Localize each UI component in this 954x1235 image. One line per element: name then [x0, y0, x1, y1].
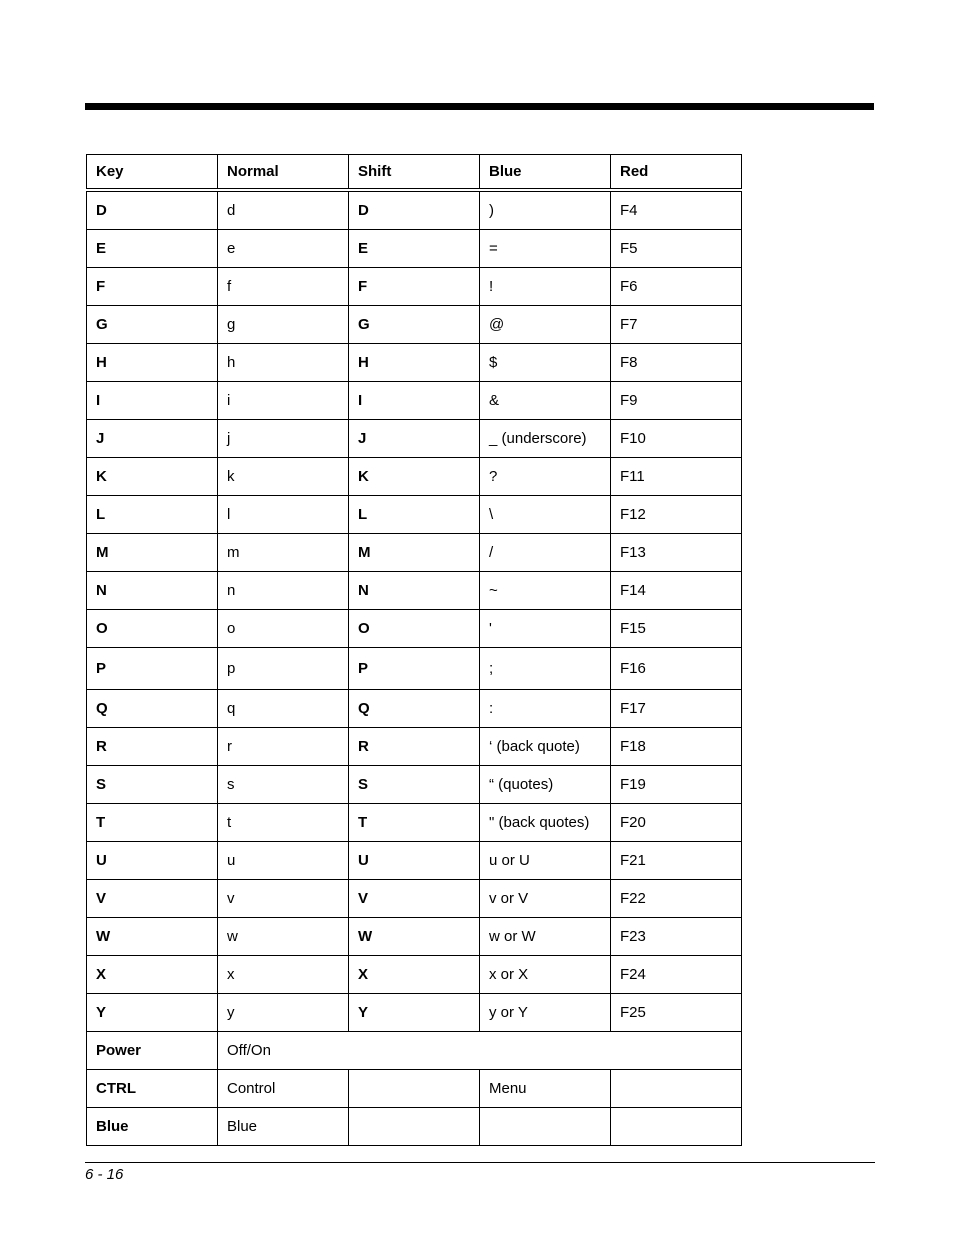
- cell-shift: R: [349, 728, 480, 766]
- cell-shift: S: [349, 766, 480, 804]
- table-row: [87, 420, 742, 458]
- cell-normal: j: [218, 420, 349, 458]
- table-row: [87, 496, 742, 534]
- cell-red: F11: [611, 458, 742, 496]
- cell-key: R: [87, 728, 218, 766]
- cell-shift: K: [349, 458, 480, 496]
- cell-red: F10: [611, 420, 742, 458]
- table-row-blue: [87, 1108, 742, 1146]
- cell-key: H: [87, 344, 218, 382]
- cell-blue: ): [480, 190, 611, 230]
- cell-power-value: Off/On: [218, 1032, 742, 1070]
- cell-shift: O: [349, 610, 480, 648]
- cell-shift: J: [349, 420, 480, 458]
- table-row: [87, 230, 742, 268]
- cell-red: F14: [611, 572, 742, 610]
- cell-red: F7: [611, 306, 742, 344]
- cell-normal: y: [218, 994, 349, 1032]
- cell-red: F15: [611, 610, 742, 648]
- cell-key: CTRL: [87, 1070, 218, 1108]
- cell-red: F17: [611, 690, 742, 728]
- cell-blue: :: [480, 690, 611, 728]
- cell-red: F25: [611, 994, 742, 1032]
- cell-red: F18: [611, 728, 742, 766]
- cell-normal: v: [218, 880, 349, 918]
- column-header-normal: Normal: [218, 155, 349, 191]
- cell-normal: o: [218, 610, 349, 648]
- cell-blue: x or X: [480, 956, 611, 994]
- key-mapping-table: [86, 154, 742, 1146]
- cell-blue: y or Y: [480, 994, 611, 1032]
- cell-key: U: [87, 842, 218, 880]
- cell-key: F: [87, 268, 218, 306]
- table-row: [87, 610, 742, 648]
- cell-key: J: [87, 420, 218, 458]
- cell-normal: l: [218, 496, 349, 534]
- table-row: [87, 306, 742, 344]
- table-row: [87, 728, 742, 766]
- cell-shift: [349, 1108, 480, 1146]
- cell-normal: n: [218, 572, 349, 610]
- page-number: 6 - 16: [85, 1166, 124, 1183]
- cell-shift: L: [349, 496, 480, 534]
- table-row: [87, 534, 742, 572]
- cell-shift: Q: [349, 690, 480, 728]
- column-header-red: Red: [611, 155, 742, 191]
- cell-key: Y: [87, 994, 218, 1032]
- cell-blue: ~: [480, 572, 611, 610]
- cell-red: F22: [611, 880, 742, 918]
- table-row: [87, 572, 742, 610]
- cell-normal: x: [218, 956, 349, 994]
- cell-shift: N: [349, 572, 480, 610]
- cell-red: F13: [611, 534, 742, 572]
- cell-red: F4: [611, 190, 742, 230]
- cell-shift: W: [349, 918, 480, 956]
- table-row: [87, 918, 742, 956]
- cell-shift: X: [349, 956, 480, 994]
- cell-red: F6: [611, 268, 742, 306]
- cell-red: F9: [611, 382, 742, 420]
- cell-blue: $: [480, 344, 611, 382]
- cell-blue: [480, 1108, 611, 1146]
- cell-blue: /: [480, 534, 611, 572]
- table-row: [87, 804, 742, 842]
- cell-shift: H: [349, 344, 480, 382]
- cell-normal: p: [218, 648, 349, 690]
- cell-key: X: [87, 956, 218, 994]
- cell-key: V: [87, 880, 218, 918]
- cell-blue: @: [480, 306, 611, 344]
- cell-blue: v or V: [480, 880, 611, 918]
- cell-normal: s: [218, 766, 349, 804]
- cell-key: E: [87, 230, 218, 268]
- table-row: [87, 956, 742, 994]
- cell-red: [611, 1070, 742, 1108]
- cell-normal: w: [218, 918, 349, 956]
- cell-normal: t: [218, 804, 349, 842]
- cell-shift: P: [349, 648, 480, 690]
- table-row: [87, 766, 742, 804]
- cell-shift: F: [349, 268, 480, 306]
- cell-red: F23: [611, 918, 742, 956]
- cell-key: G: [87, 306, 218, 344]
- cell-shift: I: [349, 382, 480, 420]
- cell-key: D: [87, 190, 218, 230]
- column-header-shift: Shift: [349, 155, 480, 191]
- cell-normal: m: [218, 534, 349, 572]
- cell-key: T: [87, 804, 218, 842]
- table-row-power: [87, 1032, 742, 1070]
- cell-blue: ;: [480, 648, 611, 690]
- cell-red: F16: [611, 648, 742, 690]
- cell-shift: V: [349, 880, 480, 918]
- table-row: [87, 190, 742, 230]
- cell-shift: T: [349, 804, 480, 842]
- cell-shift: M: [349, 534, 480, 572]
- cell-normal: e: [218, 230, 349, 268]
- cell-key: P: [87, 648, 218, 690]
- cell-key: O: [87, 610, 218, 648]
- table-row: [87, 994, 742, 1032]
- cell-normal: d: [218, 190, 349, 230]
- cell-blue: !: [480, 268, 611, 306]
- table-row: [87, 268, 742, 306]
- cell-blue: \: [480, 496, 611, 534]
- cell-key: M: [87, 534, 218, 572]
- cell-red: F12: [611, 496, 742, 534]
- cell-red: F5: [611, 230, 742, 268]
- cell-key: K: [87, 458, 218, 496]
- cell-red: [611, 1108, 742, 1146]
- cell-normal: g: [218, 306, 349, 344]
- table-row: [87, 458, 742, 496]
- cell-normal: i: [218, 382, 349, 420]
- cell-blue: " (back quotes): [480, 804, 611, 842]
- table-row: [87, 344, 742, 382]
- table-row-ctrl: [87, 1070, 742, 1108]
- cell-key: W: [87, 918, 218, 956]
- cell-key: L: [87, 496, 218, 534]
- table-row: [87, 842, 742, 880]
- cell-red: F8: [611, 344, 742, 382]
- cell-red: F19: [611, 766, 742, 804]
- cell-shift: D: [349, 190, 480, 230]
- cell-blue: =: [480, 230, 611, 268]
- table-row: [87, 648, 742, 690]
- cell-blue: w or W: [480, 918, 611, 956]
- cell-blue: &: [480, 382, 611, 420]
- table-header-row: [87, 155, 742, 191]
- cell-red: F20: [611, 804, 742, 842]
- cell-blue: u or U: [480, 842, 611, 880]
- cell-key: Power: [87, 1032, 218, 1070]
- cell-shift: Y: [349, 994, 480, 1032]
- cell-normal: u: [218, 842, 349, 880]
- cell-blue: _ (underscore): [480, 420, 611, 458]
- cell-normal: f: [218, 268, 349, 306]
- cell-normal: h: [218, 344, 349, 382]
- table-body: [87, 190, 742, 1146]
- table-row: [87, 690, 742, 728]
- header-rule: [85, 103, 874, 110]
- cell-blue: ?: [480, 458, 611, 496]
- cell-normal: Blue: [218, 1108, 349, 1146]
- cell-shift: U: [349, 842, 480, 880]
- cell-normal: k: [218, 458, 349, 496]
- cell-key: N: [87, 572, 218, 610]
- cell-key: I: [87, 382, 218, 420]
- cell-red: F21: [611, 842, 742, 880]
- cell-shift: G: [349, 306, 480, 344]
- table-row: [87, 382, 742, 420]
- cell-normal: Control: [218, 1070, 349, 1108]
- table-row: [87, 880, 742, 918]
- cell-shift: E: [349, 230, 480, 268]
- column-header-key: Key: [87, 155, 218, 191]
- cell-shift: [349, 1070, 480, 1108]
- cell-blue: “ (quotes): [480, 766, 611, 804]
- cell-red: F24: [611, 956, 742, 994]
- cell-blue: Menu: [480, 1070, 611, 1108]
- cell-key: Q: [87, 690, 218, 728]
- cell-normal: q: [218, 690, 349, 728]
- footer-rule: [85, 1162, 875, 1163]
- cell-blue: ‘ (back quote): [480, 728, 611, 766]
- cell-key: Blue: [87, 1108, 218, 1146]
- cell-normal: r: [218, 728, 349, 766]
- cell-key: S: [87, 766, 218, 804]
- cell-blue: ': [480, 610, 611, 648]
- column-header-blue: Blue: [480, 155, 611, 191]
